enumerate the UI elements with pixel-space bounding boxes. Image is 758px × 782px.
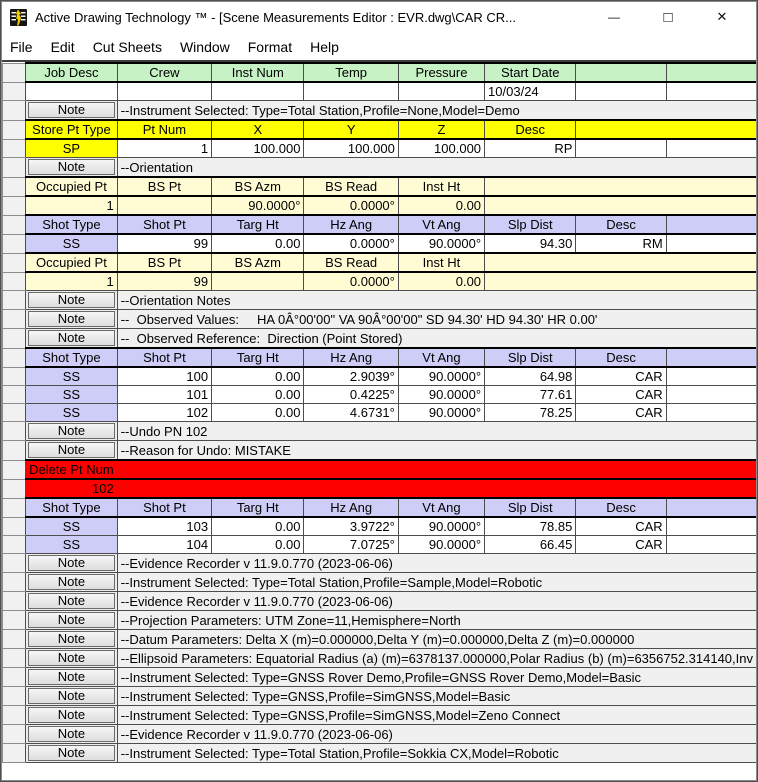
note-button-cell xyxy=(26,554,118,573)
note-button[interactable]: Note xyxy=(28,707,115,723)
note-text-cell[interactable]: --Evidence Recorder v 11.9.0.770 (2023-06-06) xyxy=(117,592,756,611)
column-header: BS Read xyxy=(304,253,398,272)
column-header: Inst Ht xyxy=(398,253,484,272)
column-header: BS Azm xyxy=(212,253,304,272)
note-button[interactable]: Note xyxy=(28,612,115,628)
cell[interactable]: 1 xyxy=(117,139,211,158)
row-selector[interactable] xyxy=(3,404,26,422)
column-header: Targ Ht xyxy=(212,498,304,517)
row-selector[interactable] xyxy=(3,649,26,668)
cell[interactable]: SS xyxy=(26,386,118,404)
row-selector[interactable] xyxy=(3,422,26,441)
cell[interactable]: 100.000 xyxy=(398,139,484,158)
cell[interactable] xyxy=(485,272,757,291)
note-text-cell[interactable]: -- Observed Reference: Direction (Point Stored) xyxy=(117,329,756,349)
column-header: Hz Ang xyxy=(304,215,398,234)
column-header: Pressure xyxy=(398,63,484,82)
note-text-cell[interactable]: --Reason for Undo: MISTAKE xyxy=(117,441,756,461)
cell[interactable]: 90.0000° xyxy=(212,196,304,215)
column-header xyxy=(666,63,756,82)
cell[interactable]: 103 xyxy=(117,517,211,536)
cell[interactable] xyxy=(117,82,211,101)
cell[interactable]: SS xyxy=(26,404,118,422)
cell[interactable] xyxy=(26,82,118,101)
row-selector[interactable] xyxy=(3,215,26,234)
column-header: Y xyxy=(304,120,398,139)
menu-item-file[interactable]: File xyxy=(10,38,33,55)
column-header xyxy=(666,498,756,517)
note-button-cell xyxy=(26,329,118,349)
grid-area xyxy=(1,62,757,781)
cell[interactable]: 0.00 xyxy=(212,404,304,422)
row-selector[interactable] xyxy=(3,687,26,706)
column-header: Shot Type xyxy=(26,215,118,234)
row-selector[interactable] xyxy=(3,367,26,386)
column-header: Vt Ang xyxy=(398,348,484,367)
column-header: Desc xyxy=(485,120,576,139)
note-button[interactable]: Note xyxy=(28,311,115,327)
note-button[interactable]: Note xyxy=(28,726,115,742)
column-header: Job Desc xyxy=(26,63,118,82)
window-title: Active Drawing Technology ™ - [Scene Measurements Editor : EVR.dwg\CAR CR... xyxy=(35,9,516,25)
cell[interactable]: 90.0000° xyxy=(398,234,484,253)
column-header: Shot Pt xyxy=(117,215,211,234)
cell[interactable]: SS xyxy=(26,536,118,554)
row-selector[interactable] xyxy=(3,554,26,573)
note-text-cell[interactable]: --Projection Parameters: UTM Zone=11,Hemisphere=North xyxy=(117,611,756,630)
note-button-cell xyxy=(26,649,118,668)
cell[interactable]: 90.0000° xyxy=(398,367,484,386)
note-button-cell xyxy=(26,422,118,441)
note-text-cell[interactable]: --Evidence Recorder v 11.9.0.770 (2023-06-06) xyxy=(117,554,756,573)
row-selector[interactable] xyxy=(3,63,26,82)
cell[interactable]: 100.000 xyxy=(212,139,304,158)
column-header: BS Read xyxy=(304,177,398,196)
note-button-cell xyxy=(26,441,118,461)
cell[interactable]: 78.85 xyxy=(485,517,576,536)
cell[interactable]: 104 xyxy=(117,536,211,554)
note-button[interactable]: Note xyxy=(28,330,115,346)
cell[interactable]: 99 xyxy=(117,234,211,253)
note-text-cell[interactable]: --Undo PN 102 xyxy=(117,422,756,441)
note-button[interactable]: Note xyxy=(28,688,115,704)
note-text-cell[interactable]: --Ellipsoid Parameters: Equatorial Radius (a) (m)=6378137.000000,Polar Radius (b) (m)=6356752.314140,Inv xyxy=(117,649,756,668)
row-selector[interactable] xyxy=(3,706,26,725)
close-button[interactable]: ✕ xyxy=(716,9,728,24)
column-header: Targ Ht xyxy=(212,348,304,367)
title-bar xyxy=(1,1,757,33)
row-selector[interactable] xyxy=(3,272,26,291)
cell[interactable]: 94.30 xyxy=(485,234,576,253)
note-button-cell xyxy=(26,310,118,329)
column-header xyxy=(485,177,757,196)
note-button-cell xyxy=(26,158,118,178)
menu-item-cut-sheets[interactable]: Cut Sheets xyxy=(92,38,162,55)
note-button[interactable]: Note xyxy=(28,159,115,175)
cell[interactable] xyxy=(666,517,756,536)
app-logo-icon xyxy=(10,9,27,26)
note-text-cell[interactable]: --Orientation Notes xyxy=(117,291,756,310)
note-button[interactable]: Note xyxy=(28,292,115,308)
cell[interactable]: RM xyxy=(576,234,666,253)
column-header: Crew xyxy=(117,63,211,82)
cell[interactable]: 1 xyxy=(26,272,118,291)
column-header: Pt Num xyxy=(117,120,211,139)
cell[interactable] xyxy=(212,82,304,101)
row-selector[interactable] xyxy=(3,310,26,329)
row-selector[interactable] xyxy=(3,139,26,158)
note-button[interactable]: Note xyxy=(28,442,115,458)
row-selector[interactable] xyxy=(3,253,26,272)
row-selector[interactable] xyxy=(3,386,26,404)
row-selector[interactable] xyxy=(3,120,26,139)
cell[interactable] xyxy=(666,82,756,101)
column-header: Occupied Pt xyxy=(26,253,118,272)
column-header: Desc xyxy=(576,348,666,367)
column-header xyxy=(576,120,757,139)
note-button[interactable]: Note xyxy=(28,593,115,609)
cell[interactable]: CAR xyxy=(576,386,666,404)
cell[interactable]: 0.00 xyxy=(212,517,304,536)
note-button[interactable]: Note xyxy=(28,555,115,571)
cell[interactable] xyxy=(666,367,756,386)
note-button[interactable]: Note xyxy=(28,669,115,685)
cell[interactable]: SS xyxy=(26,517,118,536)
cell[interactable]: 78.25 xyxy=(485,404,576,422)
cell[interactable]: 102 xyxy=(117,404,211,422)
row-selector[interactable] xyxy=(3,291,26,310)
row-selector[interactable] xyxy=(3,611,26,630)
cell[interactable] xyxy=(666,139,756,158)
column-header: X xyxy=(212,120,304,139)
row-selector[interactable] xyxy=(3,744,26,763)
row-selector[interactable] xyxy=(3,177,26,196)
cell[interactable]: 64.98 xyxy=(485,367,576,386)
row-selector[interactable] xyxy=(3,82,26,101)
column-header: Shot Pt xyxy=(117,348,211,367)
cell[interactable]: SS xyxy=(26,367,118,386)
cell[interactable]: 101 xyxy=(117,386,211,404)
row-selector[interactable] xyxy=(3,460,26,479)
cell[interactable] xyxy=(212,272,304,291)
column-header: BS Azm xyxy=(212,177,304,196)
column-header xyxy=(576,63,666,82)
cell[interactable] xyxy=(666,404,756,422)
cell[interactable]: 0.00 xyxy=(212,367,304,386)
column-header: Slp Dist xyxy=(485,348,576,367)
menu-item-edit[interactable]: Edit xyxy=(50,38,75,55)
note-button[interactable]: Note xyxy=(28,574,115,590)
column-header: Hz Ang xyxy=(304,498,398,517)
column-header: Desc xyxy=(576,498,666,517)
note-text-cell[interactable]: --Instrument Selected: Type=GNSS,Profile=SimGNSS,Model=Zeno Connect xyxy=(117,706,756,725)
note-button[interactable]: Note xyxy=(28,423,115,439)
row-selector[interactable] xyxy=(3,196,26,215)
row-selector[interactable] xyxy=(3,441,26,461)
cell[interactable] xyxy=(666,536,756,554)
column-header: Store Pt Type xyxy=(26,120,118,139)
cell[interactable]: 2.9039° xyxy=(304,367,398,386)
cell[interactable]: 100 xyxy=(117,367,211,386)
row-selector[interactable] xyxy=(3,517,26,536)
cell[interactable]: 0.0000° xyxy=(304,272,398,291)
cell[interactable]: CAR xyxy=(576,404,666,422)
note-button[interactable]: Note xyxy=(28,631,115,647)
cell[interactable]: 1 xyxy=(26,196,118,215)
deleted-row-fill xyxy=(117,460,756,479)
cell[interactable]: 0.00 xyxy=(398,272,484,291)
row-selector[interactable] xyxy=(3,329,26,349)
note-button[interactable]: Note xyxy=(28,650,115,666)
row-selector[interactable] xyxy=(3,630,26,649)
menu-item-window[interactable]: Window xyxy=(179,38,230,55)
column-header xyxy=(485,253,757,272)
column-header: Slp Dist xyxy=(485,215,576,234)
column-header: Occupied Pt xyxy=(26,177,118,196)
column-header xyxy=(666,215,756,234)
cell[interactable]: 100.000 xyxy=(304,139,398,158)
column-header: Slp Dist xyxy=(485,498,576,517)
cell[interactable]: 77.61 xyxy=(485,386,576,404)
column-header: Shot Type xyxy=(26,348,118,367)
cell[interactable]: 0.00 xyxy=(212,536,304,554)
cell[interactable]: 90.0000° xyxy=(398,536,484,554)
column-header: Shot Type xyxy=(26,498,118,517)
note-text-cell[interactable]: --Instrument Selected: Type=Total Station,Profile=None,Model=Demo xyxy=(117,101,756,121)
cell[interactable] xyxy=(576,139,666,158)
cell[interactable]: 0.0000° xyxy=(304,196,398,215)
cell[interactable] xyxy=(117,196,211,215)
row-selector[interactable] xyxy=(3,498,26,517)
row-selector[interactable] xyxy=(3,592,26,611)
cell[interactable]: SP xyxy=(26,139,118,158)
cell[interactable]: CAR xyxy=(576,517,666,536)
note-button-cell xyxy=(26,744,118,763)
cell[interactable] xyxy=(398,82,484,101)
cell[interactable]: 90.0000° xyxy=(398,517,484,536)
note-text-cell[interactable]: --Orientation xyxy=(117,158,756,178)
note-button[interactable]: Note xyxy=(28,745,115,761)
row-selector[interactable] xyxy=(3,536,26,554)
cell[interactable]: 3.9722° xyxy=(304,517,398,536)
cell[interactable]: 90.0000° xyxy=(398,404,484,422)
column-header: Desc xyxy=(576,215,666,234)
measurement-grid xyxy=(2,62,757,763)
note-button-cell xyxy=(26,101,118,121)
cell[interactable]: 99 xyxy=(117,272,211,291)
row-selector[interactable] xyxy=(3,479,26,498)
note-text-cell[interactable]: --Datum Parameters: Delta X (m)=0.000000,Delta Y (m)=0.000000,Delta Z (m)=0.000000 xyxy=(117,630,756,649)
cell[interactable] xyxy=(485,196,757,215)
row-selector[interactable] xyxy=(3,101,26,121)
note-text-cell[interactable]: --Instrument Selected: Type=Total Station,Profile=Sample,Model=Robotic xyxy=(117,573,756,592)
note-button-cell xyxy=(26,592,118,611)
cell[interactable]: 4.6731° xyxy=(304,404,398,422)
column-header: Temp xyxy=(304,63,398,82)
column-header xyxy=(666,348,756,367)
note-text-cell[interactable]: -- Observed Values: HA 0Â°00'00" VA 90Â°00'00" SD 94.30' HD 94.30' HR 0.00' xyxy=(117,310,756,329)
row-selector[interactable] xyxy=(3,573,26,592)
grid-body xyxy=(3,63,757,763)
note-button-cell xyxy=(26,687,118,706)
cell[interactable]: SS xyxy=(26,234,118,253)
column-header: Inst Ht xyxy=(398,177,484,196)
deleted-pt-value[interactable]: 102 xyxy=(26,479,118,498)
maximize-button[interactable]: □ xyxy=(663,8,673,26)
cell[interactable]: 0.00 xyxy=(212,234,304,253)
note-text-cell[interactable]: --Evidence Recorder v 11.9.0.770 (2023-06-06) xyxy=(117,725,756,744)
column-header: Vt Ang xyxy=(398,498,484,517)
cell[interactable]: 90.0000° xyxy=(398,386,484,404)
cell[interactable]: CAR xyxy=(576,367,666,386)
note-text-cell[interactable]: --Instrument Selected: Type=Total Station,Profile=Sokkia CX,Model=Robotic xyxy=(117,744,756,763)
menu-item-format[interactable]: Format xyxy=(247,38,293,55)
column-header: Shot Pt xyxy=(117,498,211,517)
note-button[interactable]: Note xyxy=(28,102,115,118)
note-button-cell xyxy=(26,668,118,687)
column-header: Vt Ang xyxy=(398,215,484,234)
cell[interactable]: 0.0000° xyxy=(304,234,398,253)
row-selector[interactable] xyxy=(3,348,26,367)
column-header: BS Pt xyxy=(117,177,211,196)
note-text-cell[interactable]: --Instrument Selected: Type=GNSS,Profile=SimGNSS,Model=Basic xyxy=(117,687,756,706)
column-header: BS Pt xyxy=(117,253,211,272)
cell[interactable] xyxy=(666,386,756,404)
cell[interactable]: 7.0725° xyxy=(304,536,398,554)
menu-item-help[interactable]: Help xyxy=(310,38,339,55)
cell[interactable]: 0.4225° xyxy=(304,386,398,404)
cell[interactable]: 0.00 xyxy=(212,386,304,404)
cell[interactable]: 66.45 xyxy=(485,536,576,554)
minimize-button[interactable]: — xyxy=(608,10,620,24)
delete-pt-num-header: Delete Pt Num xyxy=(26,460,118,479)
note-button-cell xyxy=(26,291,118,310)
note-button-cell xyxy=(26,630,118,649)
row-selector[interactable] xyxy=(3,158,26,178)
cell[interactable]: 10/03/24 xyxy=(485,82,576,101)
note-text-cell[interactable]: --Instrument Selected: Type=GNSS Rover Demo,Profile=GNSS Rover Demo,Model=Basic xyxy=(117,668,756,687)
column-header: Start Date xyxy=(485,63,576,82)
cell[interactable]: 0.00 xyxy=(398,196,484,215)
deleted-row-fill[interactable] xyxy=(117,479,756,498)
column-header: Hz Ang xyxy=(304,348,398,367)
row-selector[interactable] xyxy=(3,668,26,687)
column-header: Z xyxy=(398,120,484,139)
cell[interactable] xyxy=(304,82,398,101)
row-selector[interactable] xyxy=(3,725,26,744)
column-header: Inst Num xyxy=(212,63,304,82)
menu-bar xyxy=(1,33,757,62)
note-button-cell xyxy=(26,706,118,725)
window-controls xyxy=(587,1,749,33)
note-button-cell xyxy=(26,573,118,592)
note-button-cell xyxy=(26,611,118,630)
cell[interactable] xyxy=(666,234,756,253)
cell[interactable] xyxy=(576,82,666,101)
row-selector[interactable] xyxy=(3,234,26,253)
note-button-cell xyxy=(26,725,118,744)
cell[interactable]: CAR xyxy=(576,536,666,554)
cell[interactable]: RP xyxy=(485,139,576,158)
column-header: Targ Ht xyxy=(212,215,304,234)
